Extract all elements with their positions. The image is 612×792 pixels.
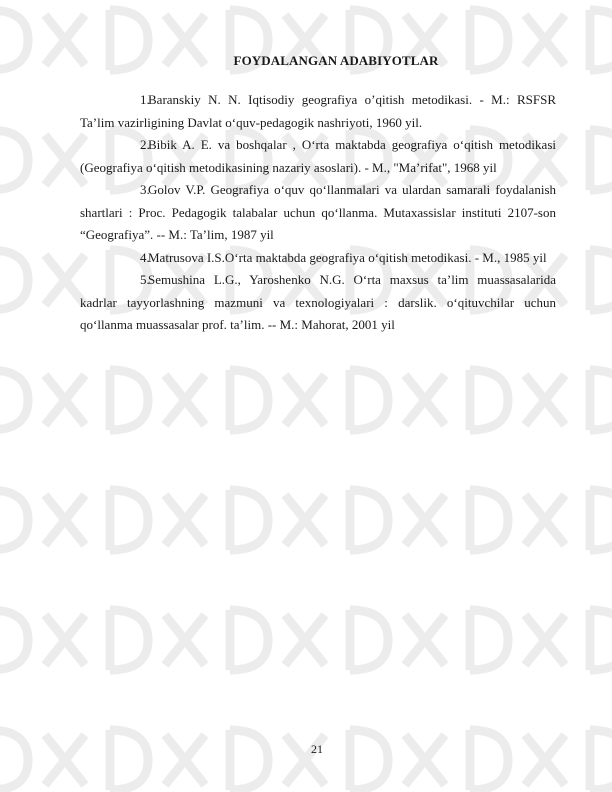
reference-item xyxy=(80,89,556,134)
reference-item xyxy=(80,179,556,247)
watermark-glyph xyxy=(350,370,445,430)
watermark-glyph xyxy=(350,490,445,550)
watermark-glyph xyxy=(350,610,445,670)
reference-text: Semushina L.G., Yaroshenko N.G. O‘rta maxsus ta’lim muassasalarida kadrlar tayyorlashning mazmuni va texnologiyalari : darslik. o‘qituvchilar uchun qo‘llanma muassasalar prof. ta’lim. -- M.: Mahorat, 2001 yil xyxy=(80,272,556,332)
watermark-glyph xyxy=(590,370,612,430)
reference-item xyxy=(80,134,556,179)
watermark-glyph xyxy=(470,730,565,790)
watermark-glyph xyxy=(0,610,85,670)
watermark-glyph xyxy=(590,130,612,190)
watermark-glyph xyxy=(0,730,85,790)
watermark-glyph xyxy=(0,250,85,310)
watermark-glyph xyxy=(230,610,325,670)
reference-text: Matrusova I.S.O‘rta maktabda geografiya o‘qitish metodikasi. - M., 1985 yil xyxy=(148,249,547,265)
watermark-glyph xyxy=(0,130,85,190)
watermark-glyph xyxy=(590,730,612,790)
reference-text: Baranskiy N. N. Iqtisodiy geografiya o’qitish metodikasi. - M.: RSFSR Ta’lim vazirligining Davlat o‘quv-pedagogik nashriyoti, 1960 yil. xyxy=(80,92,556,130)
watermark-glyph xyxy=(230,490,325,550)
watermark-glyph xyxy=(590,250,612,310)
watermark-glyph xyxy=(470,370,565,430)
reference-number: 4. xyxy=(140,249,150,265)
watermark-glyph xyxy=(110,370,205,430)
reference-list xyxy=(80,89,556,337)
watermark-glyph xyxy=(0,370,85,430)
watermark-glyph xyxy=(590,610,612,670)
watermark-glyph xyxy=(230,370,325,430)
reference-text: Golov V.P. Geografiya o‘quv qo‘llanmalari va ulardan samarali foydalanish shartlari : Proc. Pedagogik talabalar uchun qo‘llanma. Mutaxassislar instituti 2107-son “Geografiya”. -- M.: Ta’lim, 1987 yil xyxy=(80,182,556,242)
watermark-glyph xyxy=(110,730,205,790)
reference-number: 2. xyxy=(140,137,150,152)
watermark-glyph xyxy=(110,610,205,670)
page-number: 21 xyxy=(311,742,323,756)
reference-text: Bibik A. E. va boshqalar , O‘rta maktabda geografiya o‘qitish metodikasi (Geografiya o‘qitish metodikasining nazariy asoslari). - M., "Ma’rifat", 1968 yil xyxy=(80,137,556,175)
reference-number: 3. xyxy=(140,182,150,197)
watermark-glyph xyxy=(470,610,565,670)
watermark-glyph xyxy=(350,730,445,790)
watermark-glyph xyxy=(230,730,325,790)
watermark-glyph xyxy=(110,490,205,550)
watermark-glyph xyxy=(590,490,612,550)
reference-number: 5. xyxy=(140,272,150,287)
reference-item xyxy=(80,269,556,337)
watermark-glyph xyxy=(0,490,85,550)
reference-number: 1. xyxy=(140,92,150,107)
page-title: FOYDALANGAN ADABIYOTLAR xyxy=(233,53,439,68)
reference-item xyxy=(80,247,556,270)
watermark-glyph xyxy=(470,490,565,550)
